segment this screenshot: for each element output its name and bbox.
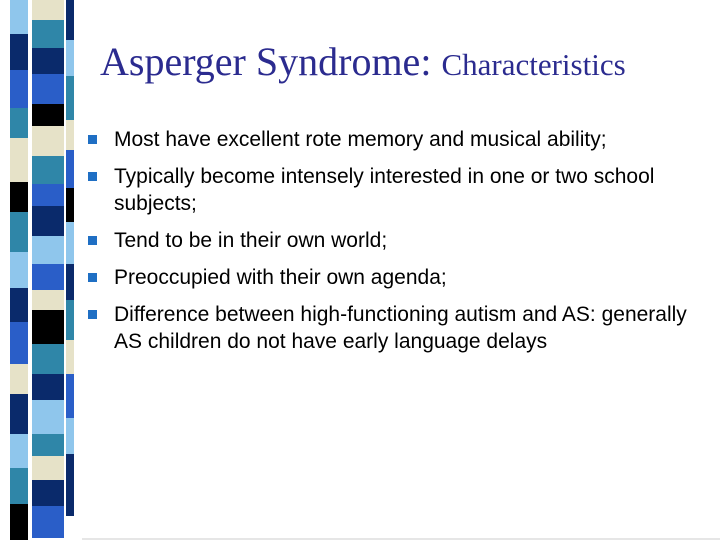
stripe-column-middle [32, 0, 64, 540]
square-bullet-icon [88, 135, 97, 144]
bullet-text: Tend to be in their own world; [114, 229, 388, 252]
bullet-text: Typically become intensely interested in one or two school subjects; [114, 165, 655, 215]
stripe-column-right [66, 0, 74, 540]
square-bullet-icon [88, 236, 97, 245]
bullet-text: Preoccupied with their own agenda; [114, 266, 447, 289]
square-bullet-icon [88, 310, 97, 319]
bullet-text: Difference between high-functioning autism and AS: generally AS children do not have early language delays [114, 303, 687, 353]
bullet-item [88, 227, 698, 254]
bullet-text: Most have excellent rote memory and musical ability; [114, 128, 607, 151]
stripe-column-left [10, 0, 28, 540]
slide-title-main: Asperger Syndrome: [100, 39, 442, 84]
decorative-stripe [0, 0, 82, 540]
bullet-list [88, 126, 698, 365]
bullet-item [88, 301, 698, 355]
square-bullet-icon [88, 172, 97, 181]
bullet-item [88, 126, 698, 153]
bullet-item [88, 163, 698, 217]
bullet-item [88, 264, 698, 291]
square-bullet-icon [88, 273, 97, 282]
slide-title-sub: Characteristics [441, 47, 626, 82]
slide-title [100, 38, 700, 85]
